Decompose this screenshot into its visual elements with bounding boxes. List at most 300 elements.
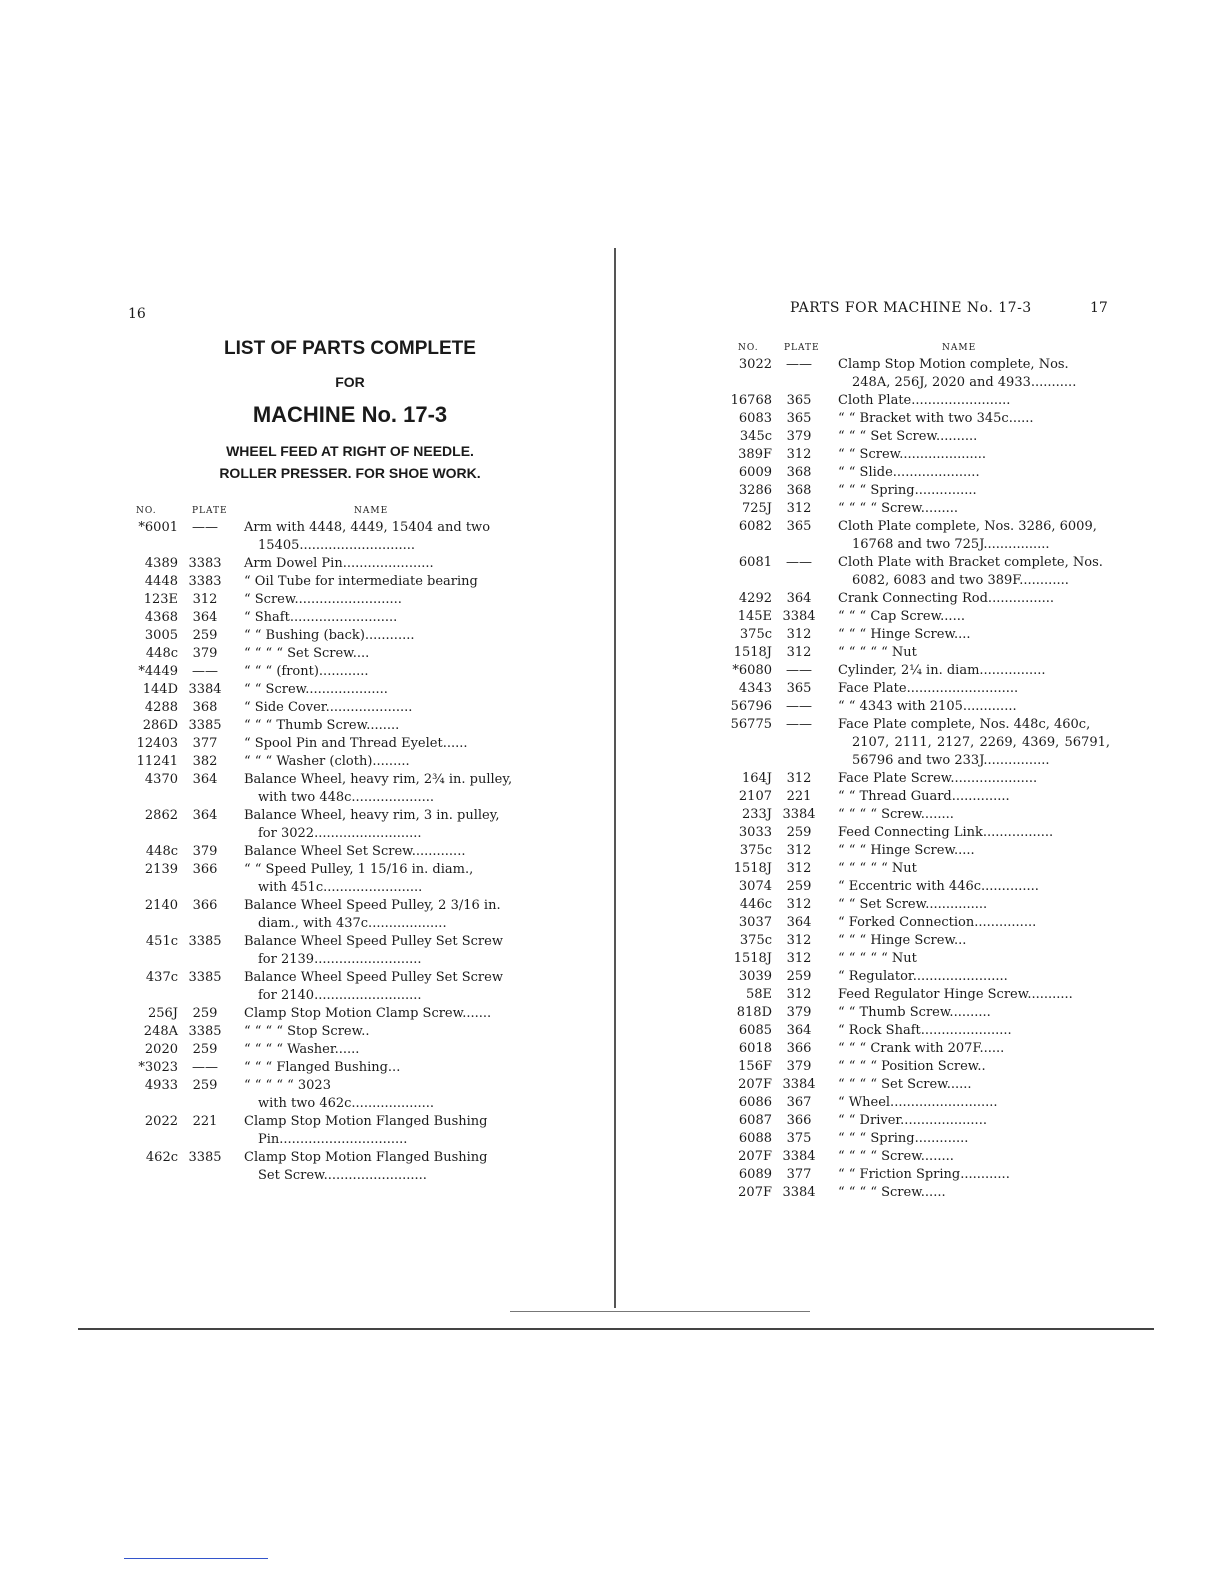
- part-number: 2139: [144, 862, 178, 877]
- part-name: [826, 1166, 1110, 1184]
- part-number: 286D: [142, 718, 178, 733]
- part-name-text: “ “ “ Crank with 207F......: [838, 1041, 1005, 1056]
- part-name-text: Arm with 4448, 4449, 15404 and two: [244, 520, 491, 535]
- part-number: 446c: [739, 897, 772, 912]
- part-number: *6001: [138, 520, 178, 535]
- part-name-text: Face Plate...........................: [838, 681, 1019, 696]
- part-name-text: “ “ Thumb Screw..........: [838, 1005, 991, 1020]
- plate-number: 259: [192, 1078, 218, 1093]
- plate-number: 312: [786, 771, 812, 786]
- part-row: [130, 843, 520, 861]
- part-number: *4449: [138, 664, 178, 679]
- part-number: 248A: [143, 1024, 178, 1039]
- part-row: [724, 842, 1110, 860]
- part-number: 389F: [738, 447, 772, 462]
- part-name-continuation: diam., with 437c...................: [258, 916, 447, 931]
- part-name-text: Clamp Stop Motion Flanged Bushing: [244, 1150, 488, 1165]
- part-number: 4389: [144, 556, 178, 571]
- part-name-continuation: with two 448c....................: [258, 790, 435, 805]
- part-row: [724, 644, 1110, 662]
- part-row: [724, 932, 1110, 950]
- plate-number: 366: [192, 862, 218, 877]
- part-name-text: “ “ “ “ “ 3023: [244, 1078, 331, 1093]
- plate-number: 3385: [188, 1024, 222, 1039]
- part-name: [232, 753, 520, 771]
- part-row: [130, 753, 520, 771]
- part-name: [826, 788, 1110, 806]
- part-number: 462c: [145, 1150, 178, 1165]
- part-name: [826, 986, 1110, 1004]
- part-name-text: “ “ “ “ Set Screw......: [838, 1077, 972, 1092]
- part-name: [826, 932, 1110, 950]
- plate-number: 379: [786, 1059, 812, 1074]
- part-name: [826, 1040, 1110, 1058]
- part-name: [826, 716, 1110, 770]
- part-number: 2140: [144, 898, 178, 913]
- part-row: [724, 1004, 1110, 1022]
- part-name: [826, 896, 1110, 914]
- part-name-text: “ “ Thread Guard..............: [838, 789, 1010, 804]
- part-number: 3037: [738, 915, 772, 930]
- part-number: *6080: [732, 663, 772, 678]
- plate-number: 312: [786, 645, 812, 660]
- part-number: 144D: [142, 682, 178, 697]
- part-name-text: Cloth Plate........................: [838, 393, 1011, 408]
- part-row: [130, 969, 520, 1005]
- part-name-text: Feed Regulator Hinge Screw...........: [838, 987, 1073, 1002]
- part-number: 4288: [144, 700, 178, 715]
- plate-number: 368: [192, 700, 218, 715]
- part-name-text: “ “ “ “ “ Nut: [838, 645, 917, 660]
- part-row: [724, 446, 1110, 464]
- title-for: FOR: [335, 374, 365, 390]
- part-name: [826, 1148, 1110, 1166]
- part-name-text: “ “ “ Washer (cloth).........: [244, 754, 410, 769]
- plate-number: 259: [192, 628, 218, 643]
- plate-number: 364: [786, 591, 812, 606]
- part-name: [826, 1022, 1110, 1040]
- part-row: [130, 1023, 520, 1041]
- part-name-text: “ Shaft..........................: [244, 610, 398, 625]
- part-row: [724, 1130, 1110, 1148]
- plate-number: 312: [786, 501, 812, 516]
- part-number: 3033: [738, 825, 772, 840]
- part-name-text: “ “ “ “ Screw.........: [838, 501, 958, 516]
- part-name: [826, 410, 1110, 428]
- part-row: [130, 771, 520, 807]
- part-number: 451c: [145, 934, 178, 949]
- part-name: [826, 482, 1110, 500]
- part-name: [826, 860, 1110, 878]
- part-name-text: “ Forked Connection...............: [838, 915, 1037, 930]
- page-number: 17: [1090, 300, 1108, 316]
- part-row: [724, 1184, 1110, 1202]
- part-name-text: “ Eccentric with 446c..............: [838, 879, 1039, 894]
- plate-number: 365: [786, 681, 812, 696]
- part-number: 375c: [739, 843, 772, 858]
- plate-number: 377: [192, 736, 218, 751]
- part-name: [826, 950, 1110, 968]
- part-name-text: Balance Wheel Speed Pulley Set Screw: [244, 970, 503, 985]
- part-number: 4448: [144, 574, 178, 589]
- part-name-continuation: Pin...............................: [258, 1132, 408, 1147]
- part-number: 16768: [730, 393, 772, 408]
- part-name: [826, 698, 1110, 716]
- part-name: [232, 1059, 520, 1077]
- part-row: [724, 1148, 1110, 1166]
- part-name: [232, 969, 520, 1005]
- part-name-text: “ “ Driver.....................: [838, 1113, 987, 1128]
- plate-number: 259: [192, 1006, 218, 1021]
- part-number: 233J: [741, 807, 772, 822]
- plate-number: 367: [786, 1095, 812, 1110]
- part-number: 375c: [739, 627, 772, 642]
- part-name-continuation: 6082, 6083 and two 389F............: [852, 573, 1069, 588]
- part-row: [724, 428, 1110, 446]
- part-name: [826, 590, 1110, 608]
- subtitle-2: ROLLER PRESSER. FOR SHOE WORK.: [219, 465, 481, 481]
- part-name-text: “ “ “ Set Screw..........: [838, 429, 978, 444]
- part-name: [232, 699, 520, 717]
- part-row: [724, 716, 1110, 770]
- part-name: [232, 519, 520, 555]
- part-name-continuation: for 3022..........................: [258, 826, 422, 841]
- part-name-text: “ “ Bushing (back)............: [244, 628, 415, 643]
- part-name-text: “ “ “ Flanged Bushing...: [244, 1060, 401, 1075]
- part-name-text: “ “ “ (front)............: [244, 664, 369, 679]
- part-number: 6083: [738, 411, 772, 426]
- part-name-text: Cloth Plate complete, Nos. 3286, 6009,: [838, 519, 1097, 534]
- part-name-text: “ Rock Shaft......................: [838, 1023, 1012, 1038]
- part-name: [232, 681, 520, 699]
- header-name: NAME: [354, 506, 389, 516]
- part-name-text: “ “ “ Hinge Screw....: [838, 627, 971, 642]
- plate-number: 3383: [188, 574, 222, 589]
- part-name-text: Clamp Stop Motion Clamp Screw.......: [244, 1006, 492, 1021]
- part-number: 12403: [136, 736, 178, 751]
- part-name-continuation: 16768 and two 725J................: [852, 537, 1050, 552]
- part-row: [724, 608, 1110, 626]
- part-row: [724, 518, 1110, 554]
- part-row: [130, 735, 520, 753]
- part-row: [724, 1076, 1110, 1094]
- part-name: [232, 609, 520, 627]
- part-number: 207F: [738, 1185, 772, 1200]
- part-name: [232, 933, 520, 969]
- part-number: 3022: [738, 357, 772, 372]
- part-row: [724, 950, 1110, 968]
- part-number: 6081: [738, 555, 772, 570]
- part-number: 6082: [738, 519, 772, 534]
- plate-number: 221: [786, 789, 812, 804]
- plate-number: 3384: [782, 609, 816, 624]
- part-row: [724, 626, 1110, 644]
- header-plate: PLATE: [192, 506, 228, 516]
- part-number: 4933: [144, 1078, 178, 1093]
- part-name-text: “ “ “ Hinge Screw.....: [838, 843, 975, 858]
- part-name-text: Clamp Stop Motion complete, Nos.: [838, 357, 1069, 372]
- part-name-text: “ Oil Tube for intermediate bearing: [244, 574, 478, 589]
- part-name: [826, 428, 1110, 446]
- part-name-text: “ Screw..........................: [244, 592, 402, 607]
- part-number: 256J: [147, 1006, 178, 1021]
- part-row: [130, 555, 520, 573]
- part-number: 2862: [144, 808, 178, 823]
- part-name-text: Crank Connecting Rod................: [838, 591, 1055, 606]
- part-row: [130, 591, 520, 609]
- part-row: [724, 896, 1110, 914]
- part-name-text: “ “ “ Spring.............: [838, 1131, 969, 1146]
- part-number: 345c: [739, 429, 772, 444]
- plate-number: ——: [192, 520, 218, 535]
- plate-number: 312: [786, 897, 812, 912]
- part-name-text: Balance Wheel Set Screw.............: [244, 844, 466, 859]
- part-number: 6087: [738, 1113, 772, 1128]
- plate-number: 259: [786, 969, 812, 984]
- page-number: 16: [128, 306, 146, 322]
- part-name: [826, 1076, 1110, 1094]
- plate-number: ——: [786, 357, 812, 372]
- part-number: 725J: [741, 501, 772, 516]
- plate-number: 259: [786, 879, 812, 894]
- right-page: [612, 0, 1224, 1584]
- part-number: 6018: [738, 1041, 772, 1056]
- plate-number: 364: [786, 1023, 812, 1038]
- part-name-text: “ “ “ Spring...............: [838, 483, 977, 498]
- plate-number: 3383: [188, 556, 222, 571]
- plate-number: 312: [786, 861, 812, 876]
- part-row: [724, 788, 1110, 806]
- part-name: [232, 843, 520, 861]
- part-name-text: “ “ “ “ Screw......: [838, 1185, 946, 1200]
- part-name: [826, 392, 1110, 410]
- part-name-text: “ “ “ “ Screw........: [838, 1149, 954, 1164]
- part-number: 3005: [144, 628, 178, 643]
- part-row: [130, 933, 520, 969]
- part-name: [826, 842, 1110, 860]
- part-row: [724, 914, 1110, 932]
- part-number: 164J: [741, 771, 772, 786]
- part-row: [724, 590, 1110, 608]
- part-name-text: “ “ “ “ “ Nut: [838, 951, 917, 966]
- part-name: [826, 680, 1110, 698]
- part-name-text: “ “ Friction Spring............: [838, 1167, 1010, 1182]
- part-name: [232, 1005, 520, 1023]
- part-name-text: “ “ Bracket with two 345c......: [838, 411, 1034, 426]
- header-plate: PLATE: [784, 343, 820, 353]
- part-row: [130, 1149, 520, 1185]
- part-row: [724, 482, 1110, 500]
- part-number: 448c: [145, 844, 178, 859]
- part-name-text: Face Plate complete, Nos. 448c, 460c,: [838, 717, 1091, 732]
- plate-number: 375: [786, 1131, 812, 1146]
- part-name-continuation: for 2139..........................: [258, 952, 422, 967]
- part-number: 6009: [738, 465, 772, 480]
- plate-number: 312: [192, 592, 218, 607]
- part-name: [826, 1094, 1110, 1112]
- part-name: [826, 1112, 1110, 1130]
- part-number: 437c: [145, 970, 178, 985]
- plate-number: 312: [786, 627, 812, 642]
- part-name: [232, 807, 520, 843]
- part-name-continuation: with 451c........................: [258, 880, 423, 895]
- part-name: [232, 1113, 520, 1149]
- part-name: [232, 771, 520, 807]
- part-number: 6086: [738, 1095, 772, 1110]
- part-name: [232, 897, 520, 933]
- part-name: [826, 914, 1110, 932]
- part-name-text: Clamp Stop Motion Flanged Bushing: [244, 1114, 488, 1129]
- part-name: [826, 554, 1110, 590]
- part-row: [130, 609, 520, 627]
- part-name: [826, 1130, 1110, 1148]
- part-row: [724, 500, 1110, 518]
- part-number: 818D: [736, 1005, 772, 1020]
- part-number: 375c: [739, 933, 772, 948]
- plate-number: ——: [192, 664, 218, 679]
- part-number: *3023: [138, 1060, 178, 1075]
- part-number: 156F: [738, 1059, 772, 1074]
- part-name-text: “ Wheel..........................: [838, 1095, 998, 1110]
- part-name-text: Cloth Plate with Bracket complete, Nos.: [838, 555, 1103, 570]
- part-name: [232, 1149, 520, 1185]
- plate-number: 3385: [188, 1150, 222, 1165]
- part-number: 2020: [144, 1042, 178, 1057]
- part-name: [232, 717, 520, 735]
- part-number: 56775: [730, 717, 772, 732]
- part-name: [826, 1004, 1110, 1022]
- part-row: [130, 1041, 520, 1059]
- part-name-text: Balance Wheel, heavy rim, 3 in. pulley,: [244, 808, 500, 823]
- part-number: 3039: [738, 969, 772, 984]
- part-name-text: “ “ 4343 with 2105.............: [838, 699, 1017, 714]
- part-name-text: “ “ “ “ Washer......: [244, 1042, 360, 1057]
- part-name-text: “ Regulator.......................: [838, 969, 1008, 984]
- part-name-text: Arm Dowel Pin......................: [244, 556, 434, 571]
- part-row: [724, 554, 1110, 590]
- part-name: [232, 1041, 520, 1059]
- plate-number: 312: [786, 987, 812, 1002]
- part-name: [232, 735, 520, 753]
- plate-number: 3384: [782, 807, 816, 822]
- part-name-text: “ “ Screw....................: [244, 682, 388, 697]
- header-no: NO.: [738, 343, 759, 353]
- part-number: 4370: [144, 772, 178, 787]
- part-row: [130, 645, 520, 663]
- part-name: [232, 1023, 520, 1041]
- part-number: 4343: [738, 681, 772, 696]
- part-name-text: “ “ “ “ Position Screw..: [838, 1059, 986, 1074]
- plate-number: 366: [192, 898, 218, 913]
- page-title: LIST OF PARTS COMPLETE: [224, 338, 476, 359]
- plate-number: 379: [192, 646, 218, 661]
- part-name: [826, 644, 1110, 662]
- part-number: 3286: [738, 483, 772, 498]
- plate-number: 368: [786, 465, 812, 480]
- plate-number: 366: [786, 1041, 812, 1056]
- plate-number: 312: [786, 843, 812, 858]
- part-row: [724, 1112, 1110, 1130]
- part-name: [826, 968, 1110, 986]
- plate-number: 368: [786, 483, 812, 498]
- part-name-text: “ “ “ “ “ Nut: [838, 861, 917, 876]
- plate-number: ——: [786, 717, 812, 732]
- part-name-continuation: 248A, 256J, 2020 and 4933...........: [852, 375, 1077, 390]
- part-name: [826, 770, 1110, 788]
- part-row: [724, 1094, 1110, 1112]
- plate-number: 364: [786, 915, 812, 930]
- plate-number: 377: [786, 1167, 812, 1182]
- part-name-text: Cylinder, 2¼ in. diam................: [838, 663, 1046, 678]
- plate-number: 312: [786, 951, 812, 966]
- plate-number: 382: [192, 754, 218, 769]
- part-name: [232, 861, 520, 897]
- plate-number: ——: [786, 699, 812, 714]
- plate-number: 365: [786, 411, 812, 426]
- plate-number: 3384: [188, 682, 222, 697]
- part-name-text: Balance Wheel Speed Pulley, 2 3/16 in.: [244, 898, 501, 913]
- part-name-continuation: for 2140..........................: [258, 988, 422, 1003]
- part-row: [724, 806, 1110, 824]
- part-number: 1518J: [733, 861, 772, 876]
- plate-number: 379: [786, 1005, 812, 1020]
- part-name: [232, 1077, 520, 1113]
- plate-number: 3384: [782, 1149, 816, 1164]
- part-name-text: “ “ “ Cap Screw......: [838, 609, 965, 624]
- part-number: 207F: [738, 1077, 772, 1092]
- part-number: 1518J: [733, 951, 772, 966]
- part-row: [724, 824, 1110, 842]
- part-name-text: Balance Wheel Speed Pulley Set Screw: [244, 934, 503, 949]
- part-number: 4368: [144, 610, 178, 625]
- plate-number: 312: [786, 933, 812, 948]
- part-number: 3074: [738, 879, 772, 894]
- part-name: [826, 446, 1110, 464]
- part-row: [130, 897, 520, 933]
- part-row: [130, 1059, 520, 1077]
- plate-number: 364: [192, 772, 218, 787]
- part-row: [130, 519, 520, 555]
- part-row: [130, 573, 520, 591]
- part-row: [724, 860, 1110, 878]
- part-row: [724, 698, 1110, 716]
- part-name-text: Face Plate Screw.....................: [838, 771, 1038, 786]
- part-name-text: “ Spool Pin and Thread Eyelet......: [244, 736, 468, 751]
- part-name-text: “ “ Set Screw...............: [838, 897, 988, 912]
- plate-number: 221: [192, 1114, 218, 1129]
- header-no: NO.: [136, 506, 157, 516]
- plate-number: ——: [192, 1060, 218, 1075]
- part-name-text: “ “ “ “ Screw........: [838, 807, 954, 822]
- plate-number: 379: [786, 429, 812, 444]
- machine-title: MACHINE No. 17-3: [252, 402, 448, 427]
- part-name-text: Balance Wheel, heavy rim, 2¾ in. pulley,: [244, 772, 513, 787]
- part-name: [232, 645, 520, 663]
- part-row: [724, 680, 1110, 698]
- part-row: [130, 663, 520, 681]
- part-name: [826, 356, 1110, 392]
- part-name-text: “ “ “ Hinge Screw...: [838, 933, 967, 948]
- part-row: [130, 1005, 520, 1023]
- plate-number: 259: [786, 825, 812, 840]
- plate-number: ——: [786, 555, 812, 570]
- part-row: [130, 627, 520, 645]
- plate-number: 3385: [188, 934, 222, 949]
- part-name-continuation: with two 462c....................: [258, 1096, 435, 1111]
- header-name: NAME: [942, 343, 977, 353]
- running-head: PARTS FOR MACHINE No. 17-3: [790, 300, 1032, 316]
- part-row: [724, 986, 1110, 1004]
